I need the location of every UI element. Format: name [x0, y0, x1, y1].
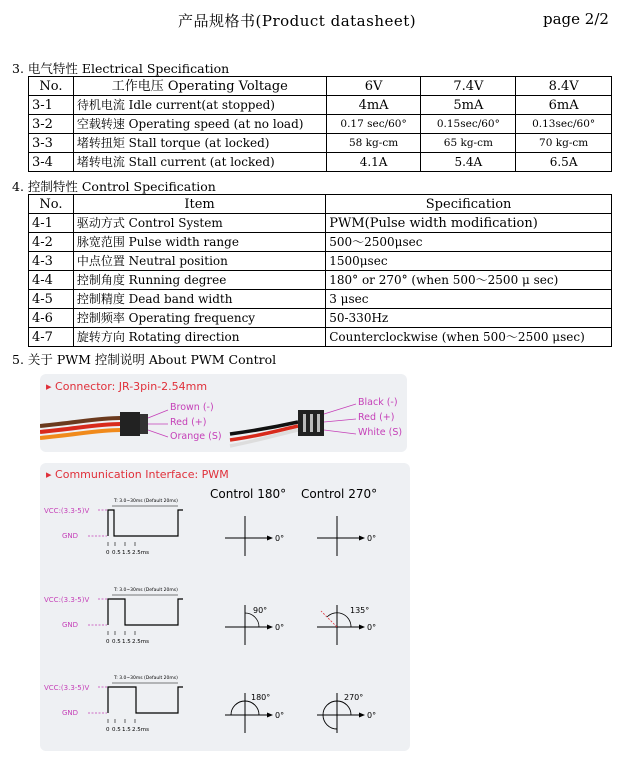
table-row [29, 96, 612, 115]
axis-arrow [267, 713, 273, 718]
row-number: 4-1 [29, 214, 74, 233]
communication-panel [40, 463, 410, 751]
row-value: 0.13sec/60° [516, 115, 612, 134]
page-header [0, 10, 627, 32]
header-cell: 7.4V [421, 77, 516, 96]
row-item: 控制频率 Operating frequency [73, 309, 325, 328]
communication-title: ▸ Communication Interface: PWM [46, 468, 229, 481]
angle-ray [321, 611, 337, 627]
row-item: 中点位置 Neutral position [73, 252, 325, 271]
page-number: page 2/2 [543, 10, 609, 28]
table-row [29, 252, 612, 271]
tick-label: 2.5ms [132, 639, 149, 645]
angle-label: 135° [350, 606, 370, 615]
angle-arc [327, 613, 351, 627]
row-number: 3-1 [29, 96, 74, 115]
row-value: 5mA [421, 96, 516, 115]
wire-label: Brown (-) [170, 402, 214, 413]
row-spec: PWM(Pulse width modification) [326, 214, 612, 233]
row-item: 控制角度 Running degree [73, 271, 325, 290]
row-value: 5.4A [421, 153, 516, 172]
row-number: 3-3 [29, 134, 74, 153]
tick-label: 0 [106, 639, 110, 645]
header-cell: Specification [326, 195, 612, 214]
row-spec: 500～2500μsec [326, 233, 612, 252]
row-number: 4-4 [29, 271, 74, 290]
axis-arrow [267, 625, 273, 630]
row-item: 脉宽范围 Pulse width range [73, 233, 325, 252]
tick-label: 1.5 [122, 550, 131, 556]
row-value: 70 kg-cm [516, 134, 612, 153]
header-cell: 工作电压 Operating Voltage [73, 77, 326, 96]
row-item: 驱动方式 Control System [73, 214, 325, 233]
pwm-waveform [108, 687, 183, 713]
tick-label: 0.5 [112, 727, 121, 733]
axis-arrow [359, 536, 365, 541]
table-row [29, 290, 612, 309]
wire-label: Red (+) [358, 412, 395, 423]
angle-arc [245, 613, 259, 627]
axis-arrow [267, 536, 273, 541]
axis-arrow [359, 713, 365, 718]
row-number: 3-2 [29, 115, 74, 134]
vcc-label: VCC:(3.3-5)V [44, 684, 90, 692]
header-cell: 8.4V [516, 77, 612, 96]
zero-degree-label: 0° [275, 711, 285, 720]
row-item: 待机电流 Idle current(at stopped) [73, 96, 326, 115]
wire-label: Black (-) [358, 397, 398, 408]
zero-degree-label: 0° [275, 623, 285, 632]
row-spec: 50-330Hz [326, 309, 612, 328]
row-number: 4-7 [29, 328, 74, 347]
tick-label: 0 [106, 727, 110, 733]
axis-arrow [359, 625, 365, 630]
connector-panel [40, 374, 407, 452]
gnd-label: GND [62, 709, 79, 717]
row-value: 0.15sec/60° [421, 115, 516, 134]
tick-label: 2.5ms [132, 727, 149, 733]
control-spec-table [28, 194, 612, 347]
row-spec: 180° or 270° (when 500～2500 μ sec) [326, 271, 612, 290]
zero-degree-label: 0° [367, 623, 377, 632]
tick-label: 2.5ms [132, 550, 149, 556]
row-value: 65 kg-cm [421, 134, 516, 153]
zero-degree-label: 0° [367, 711, 377, 720]
period-label: T: 3.0~30ms (Default 20ms) [114, 676, 178, 681]
row-number: 4-6 [29, 309, 74, 328]
tick-label: 0 [106, 550, 110, 556]
pwm-waveform [108, 510, 183, 536]
row-item: 堵转扭矩 Stall torque (at locked) [73, 134, 326, 153]
row-spec: Counterclockwise (when 500～2500 μsec) [326, 328, 612, 347]
row-number: 4-3 [29, 252, 74, 271]
row-spec: 1500μsec [326, 252, 612, 271]
section-4-title: 4. 控制特性 Control Specification [12, 179, 216, 194]
row-spec: 3 μsec [326, 290, 612, 309]
electrical-spec-table [28, 76, 612, 172]
row-value: 6.5A [516, 153, 612, 172]
row-value: 4mA [326, 96, 421, 115]
row-item: 堵转电流 Stall current (at locked) [73, 153, 326, 172]
wire-label: Orange (S) [170, 431, 222, 442]
control-180-title: Control 180° [210, 487, 287, 501]
tick-label: 0.5 [112, 550, 121, 556]
table-row [29, 271, 612, 290]
zero-degree-label: 0° [367, 534, 377, 543]
row-item: 旋转方向 Rotating direction [73, 328, 325, 347]
control-270-title: Control 270° [301, 487, 378, 501]
connector-illustration [40, 374, 407, 452]
zero-degree-label: 0° [275, 534, 285, 543]
row-value: 6mA [516, 96, 612, 115]
angle-label: 270° [344, 693, 364, 702]
header-cell: No. [29, 77, 74, 96]
header-cell: No. [29, 195, 74, 214]
row-value: 58 kg-cm [326, 134, 421, 153]
gnd-label: GND [62, 621, 79, 629]
period-label: T: 3.0~30ms (Default 20ms) [114, 588, 178, 593]
table-row [29, 328, 612, 347]
row-value: 0.17 sec/60° [326, 115, 421, 134]
angle-label: 90° [253, 606, 268, 615]
angle-label: 180° [251, 693, 271, 702]
period-label: T: 3.0~30ms (Default 20ms) [114, 499, 178, 504]
row-item: 控制精度 Dead band width [73, 290, 325, 309]
section-3-title: 3. 电气特性 Electrical Specification [12, 61, 230, 76]
tick-label: 0.5 [112, 639, 121, 645]
tick-label: 1.5 [122, 727, 131, 733]
wire-label: White (S) [358, 427, 403, 438]
vcc-label: VCC:(3.3-5)V [44, 596, 90, 604]
row-number: 4-5 [29, 290, 74, 309]
vcc-label: VCC:(3.3-5)V [44, 507, 90, 515]
section-5-title: 5. 关于 PWM 控制说明 About PWM Control [12, 352, 277, 367]
row-number: 4-2 [29, 233, 74, 252]
table-row [29, 134, 612, 153]
table-header-row [29, 77, 612, 96]
table-row [29, 233, 612, 252]
row-number: 3-4 [29, 153, 74, 172]
table-header-row [29, 195, 612, 214]
table-row [29, 115, 612, 134]
row-value: 4.1A [326, 153, 421, 172]
table-row [29, 153, 612, 172]
table-row [29, 214, 612, 233]
table-row [29, 309, 612, 328]
wire-label: Red (+) [170, 417, 207, 428]
tick-label: 1.5 [122, 639, 131, 645]
connector-title: ▸ Connector: JR-3pin-2.54mm [46, 380, 208, 393]
pwm-waveform [108, 599, 183, 625]
header-cell: Item [73, 195, 325, 214]
document-title: 产品规格书(Product datasheet) [178, 12, 417, 30]
header-cell: 6V [326, 77, 421, 96]
row-item: 空载转速 Operating speed (at no load) [73, 115, 326, 134]
gnd-label: GND [62, 532, 79, 540]
pwm-diagram [40, 463, 410, 751]
